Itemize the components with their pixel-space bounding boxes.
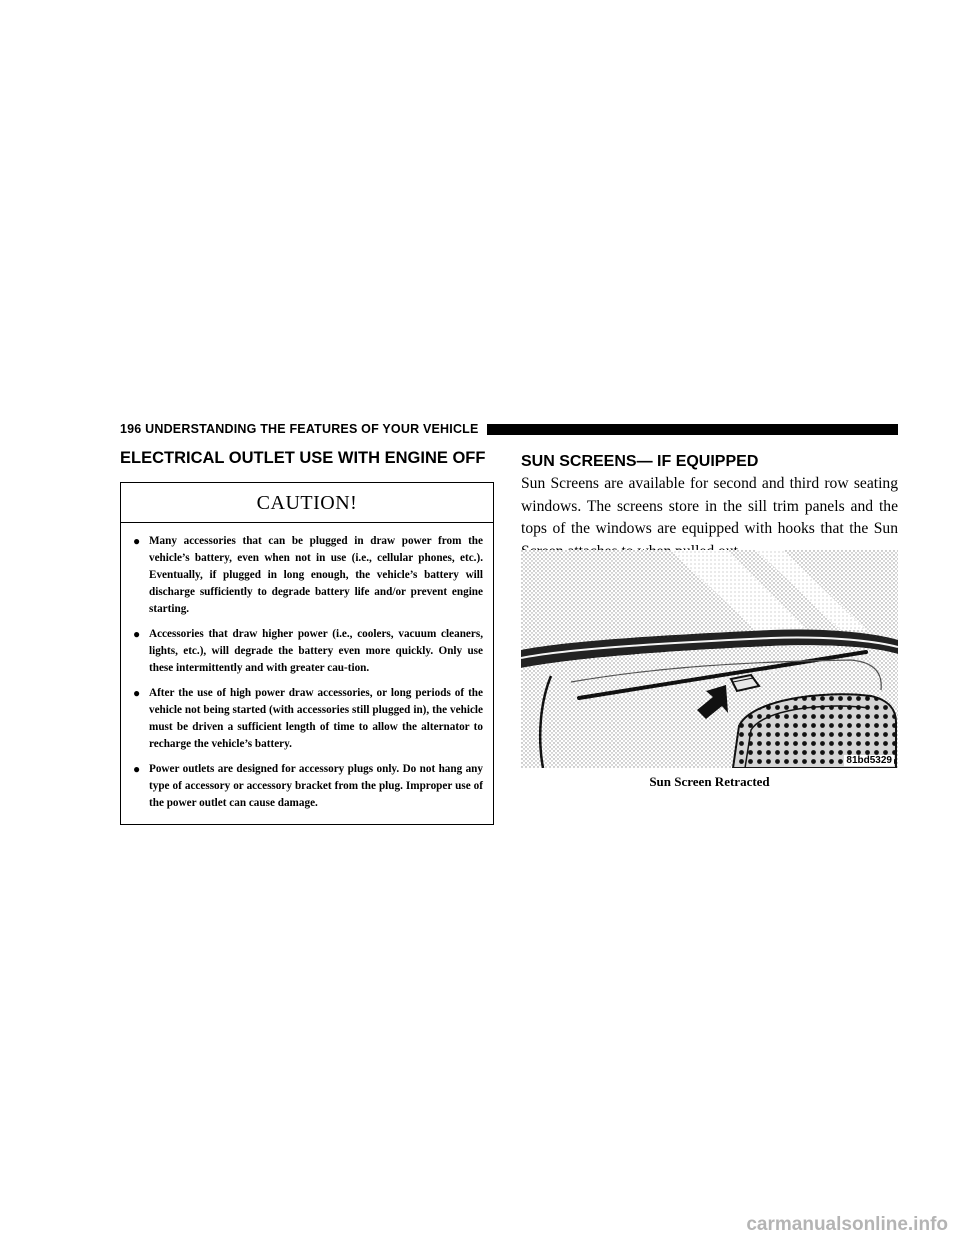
caution-divider — [121, 522, 493, 523]
bullet-icon: ● — [133, 627, 141, 641]
section-heading-electrical-outlet: ELECTRICAL OUTLET USE WITH ENGINE OFF — [120, 449, 486, 467]
sun-screens-paragraph: Sun Screens are available for second and third row seating windows. The screens store in the sill trim panels and the tops of the windows are equipped with hooks that the Sun — [521, 475, 898, 537]
bullet-icon: ● — [133, 762, 141, 776]
caution-box — [120, 482, 494, 825]
bullet-icon: ● — [133, 534, 141, 548]
sun-screen-illustration — [521, 550, 898, 768]
caution-item: ● After the use of high power draw accessories, or long periods of the vehicle not being started (with accessories still plugged in), the vehicle must be driven a sufficient length of time to allow the alternator to recharge the vehicle’s battery. — [133, 686, 483, 750]
running-header — [120, 421, 898, 437]
caution-item: ● Accessories that draw higher power (i.e., coolers, vacuum cleaners, lights, etc.), will degrade the battery even more quickly. Only use these intermittently and with greater cau-tion. — [133, 627, 483, 674]
caution-item: ● Power outlets are designed for accessory plugs only. Do not hang any type of accessory or accessory bracket from the plug. Improper use of the power outlet can cause damage. — [133, 762, 483, 809]
figure-code: 81bd5329 — [846, 755, 892, 766]
page-number-and-section: 196 UNDERSTANDING THE FEATURES OF YOUR VEHICLE — [120, 422, 479, 436]
watermark: carmanualsonline.info — [746, 1214, 948, 1235]
section-heading-sun-screens: SUN SCREENS— IF EQUIPPED — [521, 453, 759, 470]
caution-title: CAUTION! — [256, 492, 358, 514]
caution-list — [133, 533, 483, 820]
header-bar — [487, 424, 898, 435]
figure-caption: Sun Screen Retracted — [649, 774, 770, 789]
bullet-icon: ● — [133, 686, 141, 700]
caution-item: ● Many accessories that can be plugged in draw power from the vehicle’s battery, even when not in use (i.e., cellular phones, etc.). Eventually, if plugged in long enough, the vehicle’s battery will discharge sufficiently to degrade battery life and/or prevent engine starting. — [133, 534, 483, 615]
sun-screen-drawing — [521, 550, 898, 768]
